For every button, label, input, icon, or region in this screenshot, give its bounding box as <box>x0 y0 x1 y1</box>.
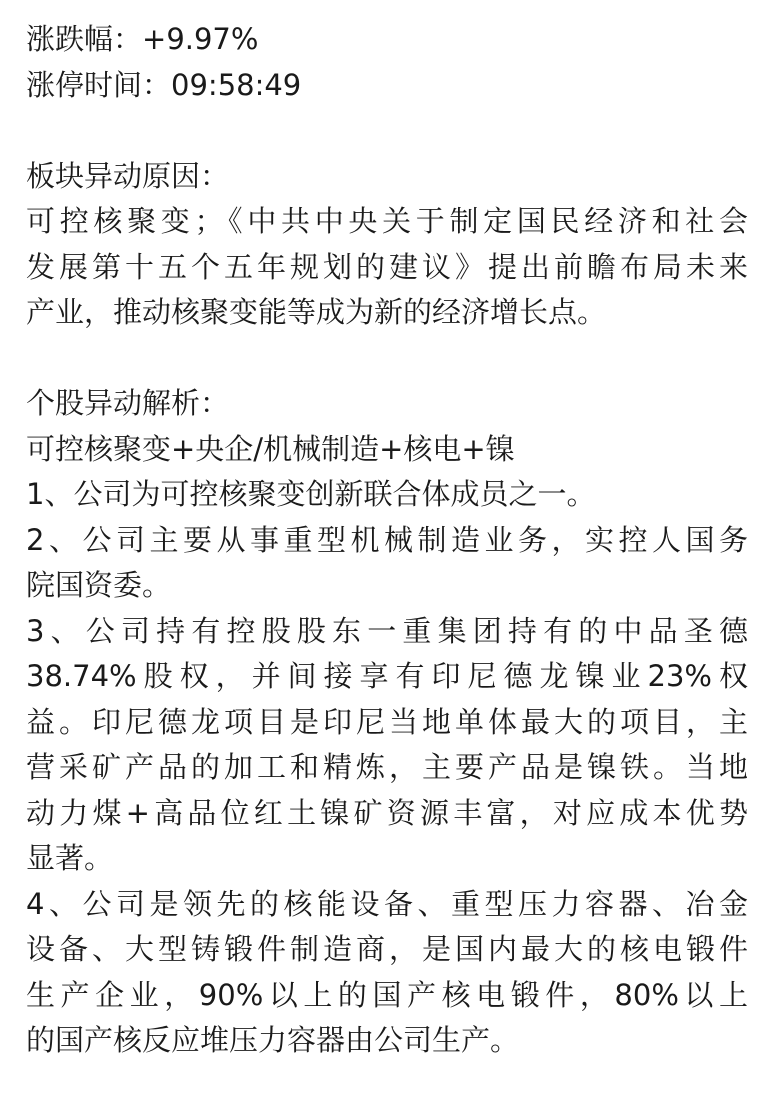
stock-text-line: 38.74%股权，并间接享有印尼德龙镍业23%权 <box>26 659 748 693</box>
sector-text-line: 发展第十五个五年规划的建议》提出前瞻布局未来 <box>26 249 748 284</box>
sector-heading: 板块异动原因： <box>26 158 230 193</box>
limit-up-time-value: 09:58:49 <box>171 67 302 102</box>
limit-up-time-label: 涨停时间： <box>26 67 172 102</box>
sector-text-line: 可控核聚变；《中共中央关于制定国民经济和社会 <box>26 204 748 238</box>
sector-text-line: 产业，推动核聚变能等成为新的经济增长点。 <box>26 295 607 329</box>
price-change-value: +9.97% <box>142 22 259 56</box>
stock-heading: 个股异动解析： <box>26 386 230 420</box>
stock-text-line: 的国产核反应堆压力容器由公司生产。 <box>26 1023 520 1057</box>
stock-text-line: 动力煤+高品位红土镍矿资源丰富，对应成本优势 <box>26 795 748 830</box>
stock-text-line: 生产企业，90%以上的国产核电锻件，80%以上 <box>26 977 748 1012</box>
stock-text-line: 1、公司为可控核聚变创新联合体成员之一。 <box>26 477 596 511</box>
stock-text-line: 设备、大型铸锻件制造商，是国内最大的核电锻件 <box>26 932 748 966</box>
stock-text-line: 2、公司主要从事重型机械制造业务，实控人国务 <box>26 522 748 557</box>
limit-up-time-line <box>26 63 748 109</box>
spacer <box>26 336 748 382</box>
price-change-label: 涨跌幅： <box>26 22 143 56</box>
stock-text-line: 4、公司是领先的核能设备、重型压力容器、冶金 <box>26 886 748 921</box>
stock-text-line: 显著。 <box>26 841 114 875</box>
price-change-line <box>26 17 748 63</box>
stock-text-line: 3、公司持有控股股东一重集团持有的中品圣德 <box>26 613 748 648</box>
stock-text-line: 营采矿产品的加工和精炼，主要产品是镍铁。当地 <box>26 750 748 784</box>
document-body <box>26 17 748 1064</box>
stock-text-line: 院国资委。 <box>26 568 172 602</box>
stock-text-line: 益。印尼德龙项目是印尼当地单体最大的项目，主 <box>26 704 748 739</box>
spacer <box>26 108 748 154</box>
stock-tags: 可控核聚变+央企/机械制造+核电+镍 <box>26 431 515 466</box>
